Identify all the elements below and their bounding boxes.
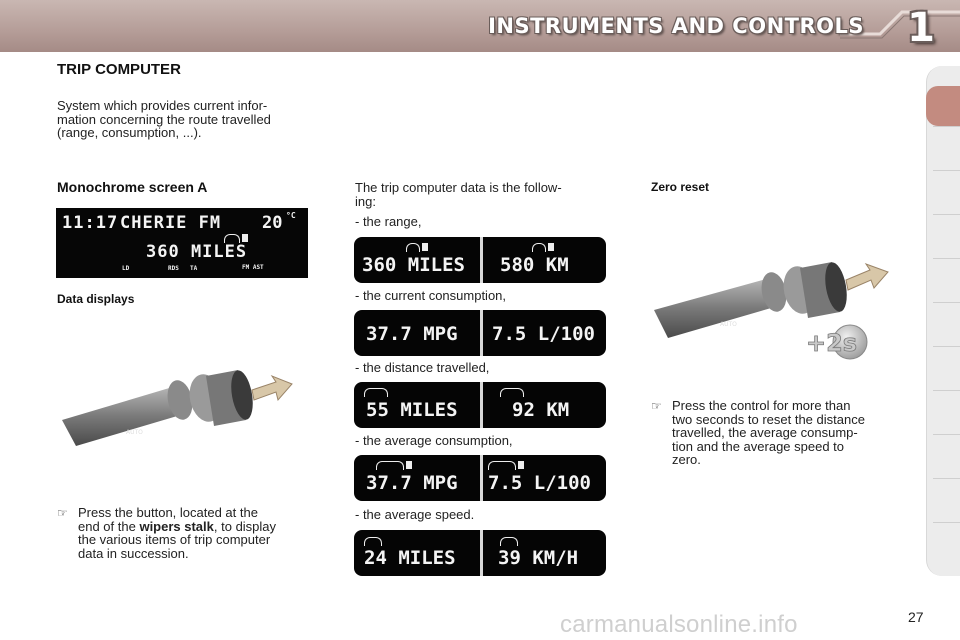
chapter-tab-active[interactable] — [926, 86, 960, 126]
indicator-rds: RDS — [168, 265, 179, 272]
svg-text:AUTO: AUTO — [720, 321, 737, 328]
intro-text: System which provides current infor- mation concerning the route travelled (range, consumption, ...). — [57, 98, 271, 140]
screen-a-temp-unit: °C — [286, 211, 296, 220]
page-header-title: INSTRUMENTS AND CONTROLS — [488, 14, 864, 38]
lcd-current-consumption: 37.7 MPG 7.5 L/100 — [354, 310, 606, 356]
watermark: carmanualsonline.info — [560, 611, 798, 638]
lcd-range: 360 MILES 580 KM — [354, 237, 606, 283]
screen-a-station: CHERIE FM — [120, 213, 222, 233]
middle-intro: The trip computer data is the follow- ing: — [355, 180, 562, 209]
zero-reset-stalk-illustration — [650, 250, 900, 370]
screen-a-temp: 20 — [262, 213, 283, 233]
lcd-average-speed: 24 MILES 39 KM/H — [354, 530, 606, 576]
item-label-distance: - the distance travelled, — [355, 360, 490, 375]
chapter-number: 1 — [907, 5, 935, 51]
zero-reset-title: Zero reset — [651, 180, 710, 194]
item-label-range: - the range, — [355, 214, 422, 229]
item-label-average-speed: - the average speed. — [355, 507, 475, 522]
screen-a-main-value: 360 MILES — [146, 242, 248, 262]
lcd-average-consumption: 37.7 MPG 7.5 L/100 — [354, 455, 606, 501]
screen-a-time: 11:17 — [62, 213, 119, 233]
svg-text:AUTO: AUTO — [126, 429, 143, 436]
arrow-icon — [846, 264, 888, 290]
item-label-average-consumption: - the average consumption, — [355, 433, 513, 448]
wiper-stalk-illustration — [56, 360, 306, 460]
arrow-icon — [252, 376, 292, 400]
monochrome-screen-a — [56, 208, 308, 278]
left-instruction: ☞ Press the button, located at the end of the wipers stalk, to display the various items of trip computer data in succession. — [57, 505, 277, 561]
hand-pointer-icon: ☞ — [651, 399, 662, 413]
hand-pointer-icon: ☞ — [57, 506, 68, 520]
indicator-ld: LD — [122, 265, 130, 272]
item-label-current-consumption: - the current consumption, — [355, 288, 507, 303]
fuel-icon — [242, 234, 248, 242]
screen-a-title: Monochrome screen A — [57, 179, 208, 195]
chapter-tab-strip — [926, 66, 960, 576]
data-displays-title: Data displays — [57, 292, 135, 306]
indicator-ta: TA — [190, 265, 198, 272]
lcd-distance: 55 MILES 92 KM — [354, 382, 606, 428]
wipers-stalk-term: wipers stalk — [139, 518, 214, 534]
zero-reset-instruction: ☞ Press the control for more than two seconds to reset the distance travelled, the average consump- tion and the average speed to zero. — [651, 398, 865, 467]
page-number: 27 — [908, 609, 924, 625]
timer-badge-text: +2s — [806, 329, 858, 357]
section-title: TRIP COMPUTER — [57, 61, 181, 78]
indicator-fm-ast: FM AST — [242, 264, 264, 271]
